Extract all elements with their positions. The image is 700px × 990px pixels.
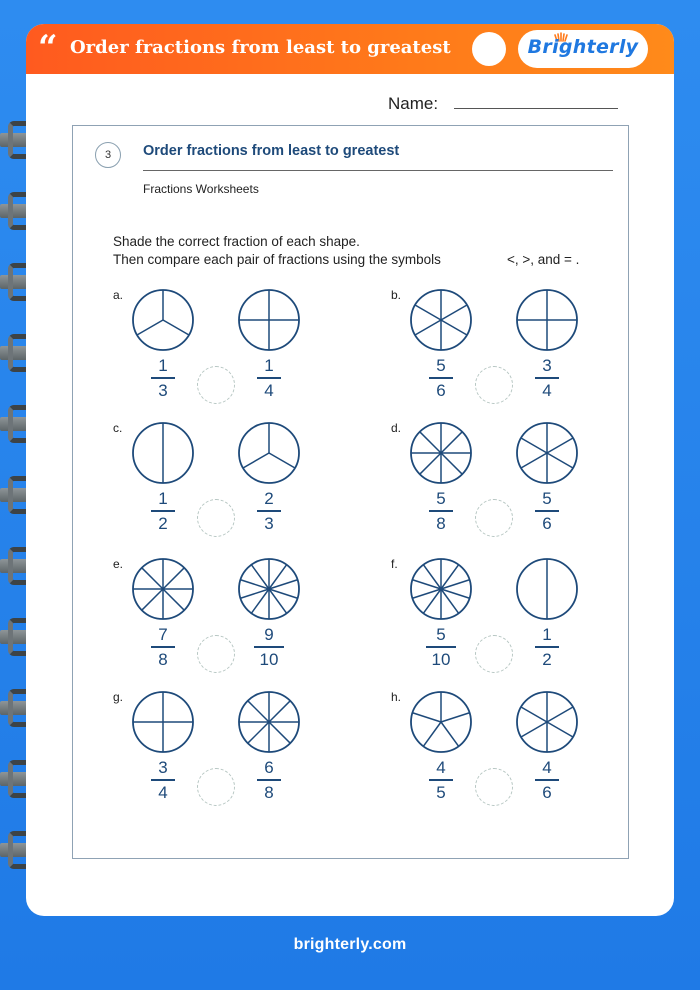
header-circle <box>472 32 506 66</box>
fraction-right <box>535 356 559 401</box>
worksheet-title: Order fractions from least to greatest <box>143 143 400 159</box>
fraction-right <box>535 489 559 534</box>
worksheet-subtitle: Fractions Worksheets <box>143 182 259 196</box>
fraction-circle[interactable] <box>131 421 195 485</box>
footer-url[interactable]: brighterly.com <box>293 936 407 953</box>
fraction-circle[interactable] <box>515 557 579 621</box>
problem-item <box>113 421 343 547</box>
denominator: 6 <box>542 513 552 533</box>
worksheet-frame <box>72 125 629 859</box>
numerator: 4 <box>436 758 446 777</box>
denominator: 2 <box>158 513 168 533</box>
denominator: 8 <box>436 513 446 533</box>
fraction-left <box>151 489 175 534</box>
fraction-bar <box>426 646 456 648</box>
comparison-symbols: <, >, and = . <box>507 252 580 267</box>
numerator: 1 <box>264 356 274 375</box>
fraction-circle[interactable] <box>237 288 301 352</box>
numerator: 5 <box>436 489 446 508</box>
problem-label: c. <box>113 421 123 435</box>
worksheet-paper <box>26 24 674 916</box>
denominator: 10 <box>259 649 279 669</box>
fraction-bar <box>257 377 281 379</box>
fraction-circle[interactable] <box>515 690 579 754</box>
comparison-answer-circle[interactable] <box>475 635 513 673</box>
fraction-left <box>429 356 453 401</box>
fraction-bar <box>429 510 453 512</box>
denominator: 8 <box>158 649 168 669</box>
problem-label: b. <box>391 288 402 302</box>
fraction-right <box>535 625 559 670</box>
fraction-bar <box>151 779 175 781</box>
numerator: 4 <box>542 758 552 777</box>
fraction-circle[interactable] <box>237 421 301 485</box>
name-label: Name: <box>388 94 439 113</box>
comparison-answer-circle[interactable] <box>197 499 235 537</box>
fraction-right <box>257 489 281 534</box>
fraction-circle[interactable] <box>131 557 195 621</box>
numerator: 5 <box>436 625 446 644</box>
name-input-line[interactable] <box>454 108 618 109</box>
problem-label: h. <box>391 690 402 704</box>
problem-item <box>113 557 343 683</box>
logo-text: Brighterly <box>527 36 639 58</box>
numerator: 1 <box>158 356 168 375</box>
fraction-circle[interactable] <box>409 421 473 485</box>
numerator: 7 <box>158 625 168 644</box>
fraction-circle[interactable] <box>131 690 195 754</box>
problem-item <box>113 288 343 414</box>
instruction-line-1: Shade the correct fraction of each shape. <box>113 234 360 249</box>
fraction-right <box>254 625 284 670</box>
comparison-answer-circle[interactable] <box>475 366 513 404</box>
denominator: 3 <box>264 513 274 533</box>
numerator: 9 <box>264 625 274 644</box>
comparison-answer-circle[interactable] <box>197 366 235 404</box>
numerator: 3 <box>158 758 168 777</box>
comparison-answer-circle[interactable] <box>197 635 235 673</box>
fraction-left <box>426 625 456 670</box>
fraction-bar <box>535 377 559 379</box>
problem-label: f. <box>391 557 398 571</box>
numerator: 5 <box>436 356 446 375</box>
comparison-answer-circle[interactable] <box>197 768 235 806</box>
denominator: 5 <box>436 782 446 802</box>
comparison-answer-circle[interactable] <box>475 768 513 806</box>
numerator: 6 <box>264 758 274 777</box>
fraction-bar <box>429 779 453 781</box>
worksheet-number: 3 <box>95 142 121 168</box>
fraction-circle[interactable] <box>409 557 473 621</box>
comparison-answer-circle[interactable] <box>475 499 513 537</box>
denominator: 8 <box>264 782 274 802</box>
denominator: 2 <box>542 649 552 669</box>
fraction-circle[interactable] <box>131 288 195 352</box>
fraction-left <box>429 758 453 803</box>
denominator: 4 <box>158 782 168 802</box>
problem-label: e. <box>113 557 124 571</box>
fraction-bar <box>257 779 281 781</box>
fraction-left <box>151 625 175 670</box>
fraction-bar <box>429 377 453 379</box>
title-divider <box>143 170 613 171</box>
fraction-circle[interactable] <box>237 557 301 621</box>
denominator: 4 <box>542 380 552 400</box>
problem-item <box>391 557 621 683</box>
fraction-circle[interactable] <box>409 288 473 352</box>
fraction-bar <box>151 510 175 512</box>
numerator: 1 <box>542 625 552 644</box>
brighterly-logo[interactable] <box>518 30 648 68</box>
fraction-right <box>257 356 281 401</box>
instruction-line-2: Then compare each pair of fractions using the symbols <box>113 252 441 267</box>
problem-item <box>391 690 621 816</box>
fraction-bar <box>151 377 175 379</box>
numerator: 1 <box>158 489 168 508</box>
fraction-left <box>151 356 175 401</box>
fraction-bar <box>535 646 559 648</box>
fraction-bar <box>151 646 175 648</box>
header-title: Order fractions from least to greatest <box>70 37 451 58</box>
fraction-left <box>429 489 453 534</box>
problem-item <box>391 421 621 547</box>
problem-item <box>391 288 621 414</box>
fraction-circle[interactable] <box>515 421 579 485</box>
problem-item <box>113 690 343 816</box>
fraction-bar <box>254 646 284 648</box>
denominator: 6 <box>542 782 552 802</box>
fraction-right <box>257 758 281 803</box>
denominator: 4 <box>264 380 274 400</box>
fraction-circle[interactable] <box>515 288 579 352</box>
denominator: 10 <box>431 649 451 669</box>
fraction-left <box>151 758 175 803</box>
fraction-right <box>535 758 559 803</box>
quote-icon: “ <box>38 28 58 68</box>
fraction-circle[interactable] <box>409 690 473 754</box>
fraction-circle[interactable] <box>237 690 301 754</box>
problem-label: d. <box>391 421 402 435</box>
problem-label: a. <box>113 288 124 302</box>
problem-label: g. <box>113 690 124 704</box>
fraction-bar <box>535 510 559 512</box>
denominator: 6 <box>436 380 446 400</box>
denominator: 3 <box>158 380 168 400</box>
fraction-bar <box>257 510 281 512</box>
numerator: 3 <box>542 356 552 375</box>
fraction-bar <box>535 779 559 781</box>
header-bar <box>26 24 674 74</box>
numerator: 2 <box>264 489 274 508</box>
numerator: 5 <box>542 489 552 508</box>
